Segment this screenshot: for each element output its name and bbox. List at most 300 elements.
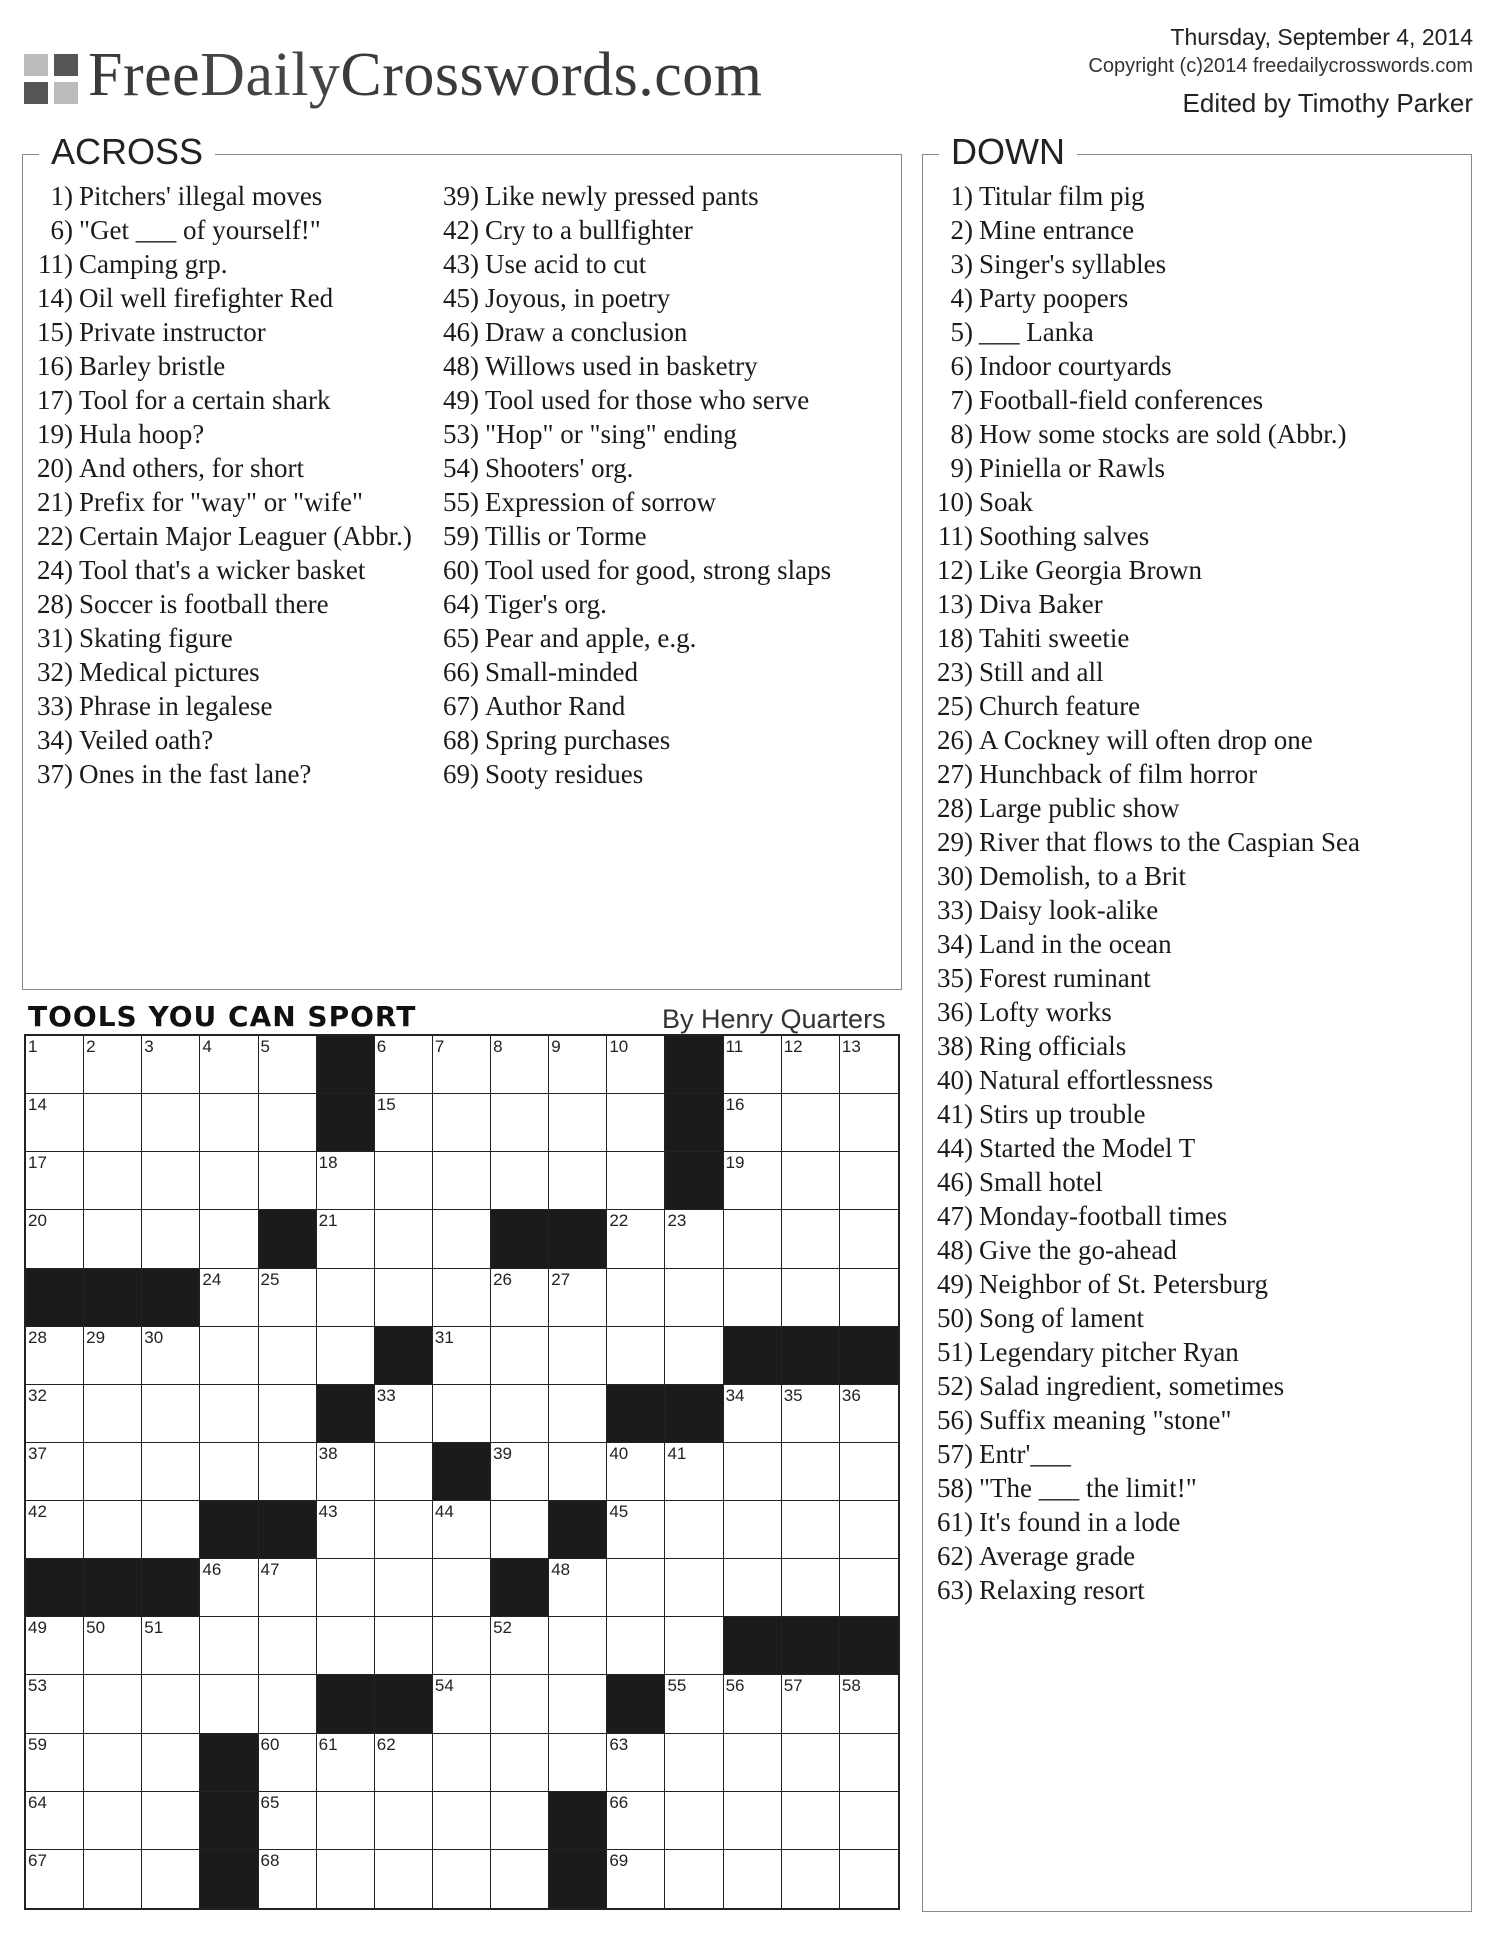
grid-cell[interactable] [491, 1501, 549, 1559]
clue-number: 14) [37, 283, 73, 313]
cell-number: 46 [202, 1560, 222, 1580]
grid-cell[interactable] [26, 1617, 84, 1675]
grid-cell[interactable] [840, 1036, 898, 1094]
grid-cell[interactable] [840, 1152, 898, 1210]
clue-item [31, 519, 451, 553]
grid-cell[interactable] [26, 1327, 84, 1385]
grid-cell[interactable] [433, 1792, 491, 1850]
grid-cell[interactable] [665, 1559, 723, 1617]
grid-cell[interactable] [317, 1152, 375, 1210]
clue-item [931, 995, 1451, 1029]
grid-cell[interactable] [26, 1443, 84, 1501]
clue-item [31, 689, 451, 723]
down-title: DOWN [939, 129, 1077, 175]
grid-cell[interactable] [724, 1385, 782, 1443]
grid-cell[interactable] [724, 1152, 782, 1210]
clue-text: Tahiti sweetie [979, 623, 1130, 653]
grid-cell[interactable] [26, 1792, 84, 1850]
grid-cell[interactable] [607, 1617, 665, 1675]
cell-number: 33 [376, 1385, 396, 1405]
grid-cell[interactable] [665, 1327, 723, 1385]
grid-cell[interactable] [840, 1385, 898, 1443]
grid-cell[interactable] [259, 1269, 317, 1327]
clue-number: 47) [937, 1201, 973, 1231]
clue-item [31, 587, 451, 621]
grid-cell[interactable] [782, 1792, 840, 1850]
grid-cell[interactable] [782, 1036, 840, 1094]
grid-cell[interactable] [433, 1210, 491, 1268]
clue-number: 44) [937, 1133, 973, 1163]
clue-item [31, 315, 451, 349]
clue-text: Pitchers' illegal moves [79, 181, 323, 211]
grid-cell[interactable] [375, 1734, 433, 1792]
grid-cell[interactable] [491, 1094, 549, 1152]
clue-text: Certain Major Leaguer (Abbr.) [79, 521, 412, 551]
grid-cell[interactable] [782, 1559, 840, 1617]
grid-cell[interactable] [317, 1210, 375, 1268]
grid-cell[interactable] [26, 1734, 84, 1792]
grid-cell[interactable] [607, 1094, 665, 1152]
clue-item [437, 247, 877, 281]
clue-item [437, 655, 877, 689]
cell-number: 65 [260, 1792, 280, 1812]
grid-cell[interactable] [84, 1327, 142, 1385]
grid-cell[interactable] [549, 1385, 607, 1443]
grid-cell[interactable] [317, 1617, 375, 1675]
grid-cell[interactable] [782, 1501, 840, 1559]
grid-cell[interactable] [142, 1734, 200, 1792]
grid-cell[interactable] [142, 1501, 200, 1559]
grid-cell[interactable] [491, 1385, 549, 1443]
grid-cell[interactable] [433, 1269, 491, 1327]
grid-cell[interactable] [549, 1734, 607, 1792]
grid-cell[interactable] [200, 1617, 258, 1675]
grid-cell[interactable] [259, 1559, 317, 1617]
grid-cell[interactable] [433, 1559, 491, 1617]
clue-text: Sooty residues [485, 759, 644, 789]
grid-cell[interactable] [142, 1443, 200, 1501]
grid-cell[interactable] [549, 1094, 607, 1152]
clue-text: Ones in the fast lane? [79, 759, 312, 789]
grid-cell[interactable] [840, 1559, 898, 1617]
grid-cell[interactable] [782, 1385, 840, 1443]
grid-cell[interactable] [549, 1152, 607, 1210]
grid-cell[interactable] [317, 1850, 375, 1908]
grid-cell[interactable] [724, 1269, 782, 1327]
clue-text: Small-minded [485, 657, 638, 687]
grid-cell[interactable] [665, 1675, 723, 1733]
cell-number: 26 [493, 1269, 512, 1289]
clue-number: 17) [37, 385, 73, 415]
grid-cell[interactable] [840, 1734, 898, 1792]
grid-cell[interactable] [200, 1152, 258, 1210]
clue-number: 30) [937, 861, 973, 891]
clue-number: 28) [937, 793, 973, 823]
grid-cell[interactable] [724, 1675, 782, 1733]
grid-cell[interactable] [665, 1210, 723, 1268]
clue-text: Camping grp. [79, 249, 228, 279]
cell-number: 41 [667, 1443, 687, 1463]
grid-cell[interactable] [142, 1210, 200, 1268]
grid-cell[interactable] [840, 1443, 898, 1501]
clue-text: Started the Model T [979, 1133, 1196, 1163]
grid-cell[interactable] [549, 1036, 607, 1094]
clue-text: Salad ingredient, sometimes [979, 1371, 1285, 1401]
grid-cell[interactable] [142, 1152, 200, 1210]
grid-cell[interactable] [433, 1734, 491, 1792]
grid-cell[interactable] [549, 1269, 607, 1327]
cell-number: 22 [609, 1211, 629, 1231]
grid-cell[interactable] [26, 1210, 84, 1268]
grid-cell[interactable] [317, 1443, 375, 1501]
grid-cell[interactable] [491, 1269, 549, 1327]
clue-text: Diva Baker [979, 589, 1103, 619]
grid-cell[interactable] [375, 1443, 433, 1501]
clue-item [437, 451, 877, 485]
grid-cell[interactable] [84, 1036, 142, 1094]
grid-cell[interactable] [317, 1559, 375, 1617]
grid-cell[interactable] [259, 1385, 317, 1443]
clue-number: 29) [937, 827, 973, 857]
clue-number: 45) [443, 283, 479, 313]
clue-item [437, 383, 877, 417]
clue-number: 21) [37, 487, 73, 517]
grid-cell[interactable] [259, 1036, 317, 1094]
grid-cell[interactable] [84, 1617, 142, 1675]
clue-number: 18) [937, 623, 973, 653]
grid-cell[interactable] [840, 1792, 898, 1850]
grid-cell[interactable] [724, 1850, 782, 1908]
grid-cell[interactable] [433, 1094, 491, 1152]
grid-cell[interactable] [142, 1792, 200, 1850]
clue-item [437, 587, 877, 621]
grid-cell[interactable] [84, 1152, 142, 1210]
grid-cell-black [200, 1792, 258, 1850]
grid-cell[interactable] [782, 1734, 840, 1792]
grid-cell-black [317, 1385, 375, 1443]
grid-cell[interactable] [840, 1094, 898, 1152]
grid-cell[interactable] [549, 1559, 607, 1617]
clue-text: Tillis or Torme [485, 521, 647, 551]
clue-text: "Get ___ of yourself!" [79, 215, 321, 245]
grid-cell[interactable] [317, 1792, 375, 1850]
across-panel [22, 131, 902, 990]
grid-cell[interactable] [375, 1559, 433, 1617]
grid-cell[interactable] [259, 1327, 317, 1385]
clue-number: 64) [443, 589, 479, 619]
grid-cell[interactable] [433, 1036, 491, 1094]
cell-number: 18 [318, 1153, 338, 1173]
grid-cell[interactable] [665, 1269, 723, 1327]
grid-cell[interactable] [200, 1094, 258, 1152]
clue-number: 32) [37, 657, 73, 687]
clue-text: How some stocks are sold (Abbr.) [979, 419, 1347, 449]
clue-number: 52) [937, 1371, 973, 1401]
grid-cell[interactable] [375, 1501, 433, 1559]
grid-cell[interactable] [607, 1443, 665, 1501]
clue-number: 22) [37, 521, 73, 551]
clue-item [931, 1199, 1451, 1233]
clue-number: 69) [443, 759, 479, 789]
grid-cell[interactable] [259, 1675, 317, 1733]
grid-cell[interactable] [607, 1210, 665, 1268]
grid-cell[interactable] [259, 1850, 317, 1908]
grid-cell[interactable] [433, 1501, 491, 1559]
grid-cell[interactable] [375, 1792, 433, 1850]
grid-cell[interactable] [84, 1385, 142, 1443]
grid-cell[interactable] [724, 1792, 782, 1850]
cell-number: 29 [86, 1327, 106, 1347]
clue-item [931, 1505, 1451, 1539]
grid-cell[interactable] [84, 1443, 142, 1501]
grid-cell[interactable] [200, 1036, 258, 1094]
grid-cell[interactable] [259, 1152, 317, 1210]
grid-cell[interactable] [840, 1501, 898, 1559]
grid-cell[interactable] [26, 1036, 84, 1094]
grid-cell[interactable] [142, 1094, 200, 1152]
grid-cell[interactable] [200, 1443, 258, 1501]
clue-text: Soak [979, 487, 1033, 517]
clue-item [437, 349, 877, 383]
clue-text: Tool for a certain shark [79, 385, 331, 415]
clue-item [931, 621, 1451, 655]
clue-text: "Hop" or "sing" ending [485, 419, 737, 449]
grid-cell[interactable] [782, 1443, 840, 1501]
clue-number: 1) [950, 181, 973, 211]
clue-number: 15) [37, 317, 73, 347]
across-clues-col1 [31, 179, 451, 791]
grid-cell[interactable] [840, 1850, 898, 1908]
grid-cell[interactable] [491, 1734, 549, 1792]
clue-number: 8) [950, 419, 973, 449]
grid-cell[interactable] [782, 1269, 840, 1327]
grid-cell[interactable] [259, 1792, 317, 1850]
cell-number: 56 [725, 1676, 745, 1696]
grid-cell[interactable] [26, 1501, 84, 1559]
grid-cell[interactable] [607, 1269, 665, 1327]
grid-cell[interactable] [607, 1327, 665, 1385]
grid-cell[interactable] [724, 1210, 782, 1268]
grid-cell[interactable] [375, 1036, 433, 1094]
down-clues [931, 179, 1451, 1607]
grid-cell[interactable] [433, 1385, 491, 1443]
clue-text: Lofty works [979, 997, 1112, 1027]
grid-cell[interactable] [840, 1210, 898, 1268]
clue-item [931, 1335, 1451, 1369]
grid-cell-black [549, 1501, 607, 1559]
clue-text: Willows used in basketry [485, 351, 758, 381]
cell-number: 66 [609, 1792, 629, 1812]
grid-cell[interactable] [840, 1675, 898, 1733]
grid-cell[interactable] [491, 1850, 549, 1908]
grid-cell[interactable] [433, 1152, 491, 1210]
grid-cell[interactable] [491, 1152, 549, 1210]
grid-cell[interactable] [782, 1850, 840, 1908]
grid-cell[interactable] [200, 1385, 258, 1443]
clue-item [31, 247, 451, 281]
grid-cell[interactable] [607, 1850, 665, 1908]
clue-number: 59) [443, 521, 479, 551]
grid-cell[interactable] [491, 1792, 549, 1850]
clue-number: 33) [937, 895, 973, 925]
grid-cell[interactable] [200, 1210, 258, 1268]
clue-text: Daisy look-alike [979, 895, 1159, 925]
across-clues-col2 [437, 179, 877, 791]
grid-cell[interactable] [665, 1734, 723, 1792]
cell-number: 21 [318, 1211, 338, 1231]
grid-cell[interactable] [782, 1210, 840, 1268]
clue-text: Barley bristle [79, 351, 226, 381]
grid-cell[interactable] [84, 1734, 142, 1792]
grid-cell[interactable] [375, 1094, 433, 1152]
grid-cell[interactable] [665, 1617, 723, 1675]
clue-text: Forest ruminant [979, 963, 1151, 993]
grid-cell[interactable] [433, 1327, 491, 1385]
clue-item [437, 553, 877, 587]
grid-cell[interactable] [259, 1443, 317, 1501]
grid-cell[interactable] [142, 1850, 200, 1908]
header-info [1088, 24, 1473, 119]
cell-number: 39 [493, 1443, 512, 1463]
grid-cell[interactable] [782, 1675, 840, 1733]
grid-cell[interactable] [782, 1094, 840, 1152]
grid-cell[interactable] [724, 1443, 782, 1501]
grid-cell[interactable] [317, 1501, 375, 1559]
grid-cell[interactable] [84, 1210, 142, 1268]
grid-cell[interactable] [607, 1501, 665, 1559]
clue-text: Small hotel [979, 1167, 1103, 1197]
grid-cell[interactable] [665, 1792, 723, 1850]
clue-number: 63) [937, 1575, 973, 1605]
grid-cell[interactable] [607, 1152, 665, 1210]
grid-cell[interactable] [200, 1327, 258, 1385]
grid-cell[interactable] [317, 1734, 375, 1792]
grid-cell[interactable] [491, 1443, 549, 1501]
clue-text: Church feature [979, 691, 1141, 721]
grid-cell[interactable] [84, 1850, 142, 1908]
clue-item [931, 689, 1451, 723]
grid-cell[interactable] [200, 1559, 258, 1617]
grid-cell[interactable] [724, 1734, 782, 1792]
grid-cell[interactable] [375, 1617, 433, 1675]
grid-cell[interactable] [375, 1210, 433, 1268]
grid-cell[interactable] [142, 1617, 200, 1675]
clue-text: Relaxing resort [979, 1575, 1145, 1605]
grid-cell[interactable] [84, 1094, 142, 1152]
grid-cell[interactable] [433, 1850, 491, 1908]
grid-cell[interactable] [84, 1675, 142, 1733]
cell-number: 52 [493, 1618, 512, 1638]
grid-cell[interactable] [491, 1036, 549, 1094]
grid-cell[interactable] [26, 1094, 84, 1152]
grid-cell[interactable] [724, 1501, 782, 1559]
logo-text: FreeDailyCrosswords.com [88, 41, 763, 109]
clue-item [931, 893, 1451, 927]
clue-item [437, 757, 877, 791]
grid-cell-black [200, 1501, 258, 1559]
grid-cell[interactable] [26, 1152, 84, 1210]
grid-cell[interactable] [607, 1792, 665, 1850]
grid-cell[interactable] [491, 1327, 549, 1385]
grid-cell[interactable] [375, 1850, 433, 1908]
grid-cell[interactable] [433, 1675, 491, 1733]
grid-cell[interactable] [549, 1443, 607, 1501]
grid-cell[interactable] [84, 1501, 142, 1559]
grid-cell[interactable] [259, 1094, 317, 1152]
grid-cell[interactable] [433, 1617, 491, 1675]
grid-cell[interactable] [375, 1152, 433, 1210]
grid-cell[interactable] [665, 1443, 723, 1501]
grid-cell[interactable] [549, 1327, 607, 1385]
clue-item [931, 927, 1451, 961]
grid-cell[interactable] [26, 1850, 84, 1908]
clue-item [31, 723, 451, 757]
cell-number: 8 [493, 1037, 503, 1056]
grid-cell[interactable] [724, 1094, 782, 1152]
grid-cell[interactable] [607, 1036, 665, 1094]
clue-number: 49) [937, 1269, 973, 1299]
grid-cell[interactable] [607, 1559, 665, 1617]
grid-cell[interactable] [142, 1385, 200, 1443]
grid-cell[interactable] [142, 1036, 200, 1094]
grid-cell[interactable] [491, 1617, 549, 1675]
grid-cell[interactable] [665, 1501, 723, 1559]
grid-cell[interactable] [26, 1385, 84, 1443]
clue-item [931, 757, 1451, 791]
grid-cell[interactable] [724, 1036, 782, 1094]
grid-cell[interactable] [317, 1327, 375, 1385]
grid-cell-black [200, 1850, 258, 1908]
grid-cell[interactable] [259, 1617, 317, 1675]
clue-number: 5) [950, 317, 973, 347]
grid-cell[interactable] [142, 1675, 200, 1733]
grid-cell-black [665, 1152, 723, 1210]
grid-cell[interactable] [607, 1734, 665, 1792]
cell-number: 5 [260, 1037, 270, 1056]
grid-cell[interactable] [26, 1675, 84, 1733]
cell-number: 11 [725, 1037, 744, 1056]
grid-cell[interactable] [84, 1792, 142, 1850]
grid-cell[interactable] [549, 1675, 607, 1733]
grid-cell[interactable] [840, 1269, 898, 1327]
grid-cell[interactable] [375, 1385, 433, 1443]
clue-number: 66) [443, 657, 479, 687]
grid-cell[interactable] [782, 1152, 840, 1210]
grid-cell[interactable] [200, 1675, 258, 1733]
grid-cell[interactable] [200, 1269, 258, 1327]
clue-item [437, 179, 877, 213]
grid-cell[interactable] [259, 1734, 317, 1792]
clue-number: 6) [50, 215, 73, 245]
grid-cell[interactable] [142, 1327, 200, 1385]
clue-text: Cry to a bullfighter [485, 215, 693, 245]
clue-number: 60) [443, 555, 479, 585]
clue-number: 55) [443, 487, 479, 517]
clue-item [931, 383, 1451, 417]
grid-cell[interactable] [724, 1559, 782, 1617]
grid-cell[interactable] [549, 1617, 607, 1675]
clue-item [931, 213, 1451, 247]
grid-cell[interactable] [665, 1850, 723, 1908]
clue-number: 37) [37, 759, 73, 789]
clue-number: 13) [937, 589, 973, 619]
grid-cell[interactable] [375, 1269, 433, 1327]
clue-text: Like Georgia Brown [979, 555, 1202, 585]
grid-cell[interactable] [491, 1675, 549, 1733]
clue-number: 36) [937, 997, 973, 1027]
clue-text: Tool used for good, strong slaps [485, 555, 832, 585]
grid-cell[interactable] [317, 1269, 375, 1327]
